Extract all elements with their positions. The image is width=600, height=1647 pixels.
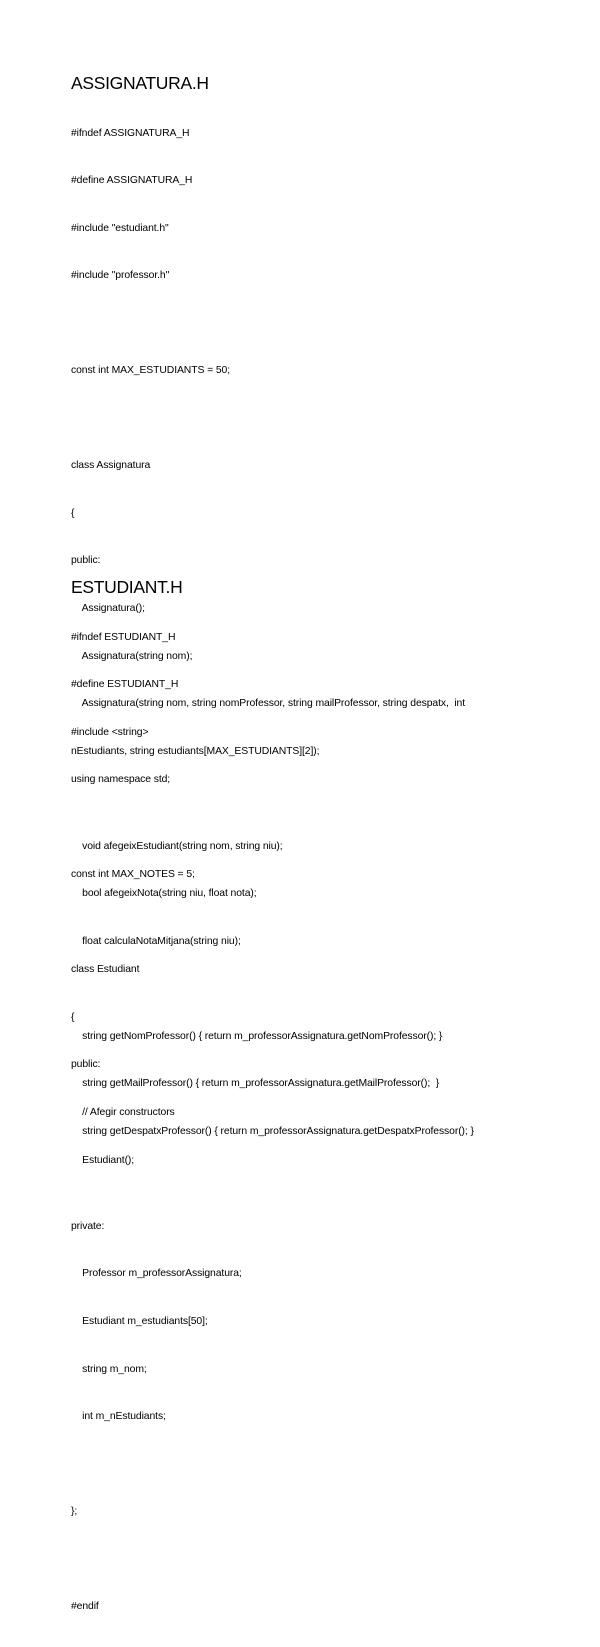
code-line: nEstudiants, string estudiants[MAX_ESTUDIANTS][2]); [71, 745, 320, 757]
code-line: #ifndef ESTUDIANT_H [71, 631, 176, 643]
code-line: string getNomProfessor() { return m_professorAssignatura.getNomProfessor(); } [71, 1030, 443, 1042]
code-line: #ifndef ASSIGNATURA_H [71, 127, 190, 139]
code-line: int m_nEstudiants; [71, 1411, 166, 1423]
code-line: #endif [71, 1601, 99, 1613]
assignatura-heading: ASSIGNATURA.H [71, 73, 209, 93]
code-line: public: [71, 555, 101, 567]
blank-line [71, 820, 571, 836]
estudiant-code-block [71, 598, 571, 1200]
code-line: }; [71, 1506, 78, 1518]
code-line: string getDespatxProfessor() { return m_professorAssignatura.getDespatxProfessor(); } [71, 1125, 474, 1137]
code-line: Assignatura(string nom, string nomProfessor, string mailProfessor, string despatx, int [71, 698, 465, 710]
code-line: Estudiant(); [71, 1154, 135, 1166]
estudiant-heading: ESTUDIANT.H [71, 577, 183, 597]
code-line: const int MAX_NOTES = 5; [71, 869, 195, 881]
code-line: void afegeixEstudiant(string nom, string niu); [71, 840, 283, 852]
blank-line [71, 1457, 571, 1473]
code-line: float calculaNotaMitjana(string niu); [71, 935, 241, 947]
code-line: using namespace std; [71, 774, 171, 786]
code-line: Professor m_professorAssignatura; [71, 1268, 242, 1280]
code-line: Estudiant m_estudiants[50]; [71, 1315, 208, 1327]
code-line: // Afegir constructors [71, 1107, 175, 1118]
code-line: const int MAX_ESTUDIANTS = 50; [71, 365, 230, 377]
code-line: #define ASSIGNATURA_H [71, 175, 193, 187]
code-line: Assignatura(); [71, 603, 145, 614]
code-line: Assignatura(string nom); [71, 650, 193, 662]
code-line: #include "estudiant.h" [71, 222, 169, 234]
code-line: string m_nom; [71, 1363, 147, 1375]
estudiant-section [71, 576, 571, 1200]
code-line: { [71, 507, 75, 519]
blank-line [71, 1552, 571, 1568]
blank-line [71, 316, 571, 332]
code-line: public: [71, 1059, 101, 1071]
blank-line [71, 915, 571, 931]
code-line: class Assignatura [71, 460, 151, 472]
code-line: class Estudiant [71, 964, 140, 976]
code-line: #include <string> [71, 726, 149, 738]
code-line: private: [71, 1220, 105, 1232]
code-line: { [71, 1011, 75, 1023]
code-line: bool afegeixNota(string niu, float nota); [71, 888, 257, 900]
code-line: string getMailProfessor() { return m_professorAssignatura.getMailProfessor(); } [71, 1078, 440, 1090]
code-line: #define ESTUDIANT_H [71, 679, 179, 691]
code-line: #include "professor.h" [71, 270, 170, 282]
blank-line [71, 411, 571, 427]
